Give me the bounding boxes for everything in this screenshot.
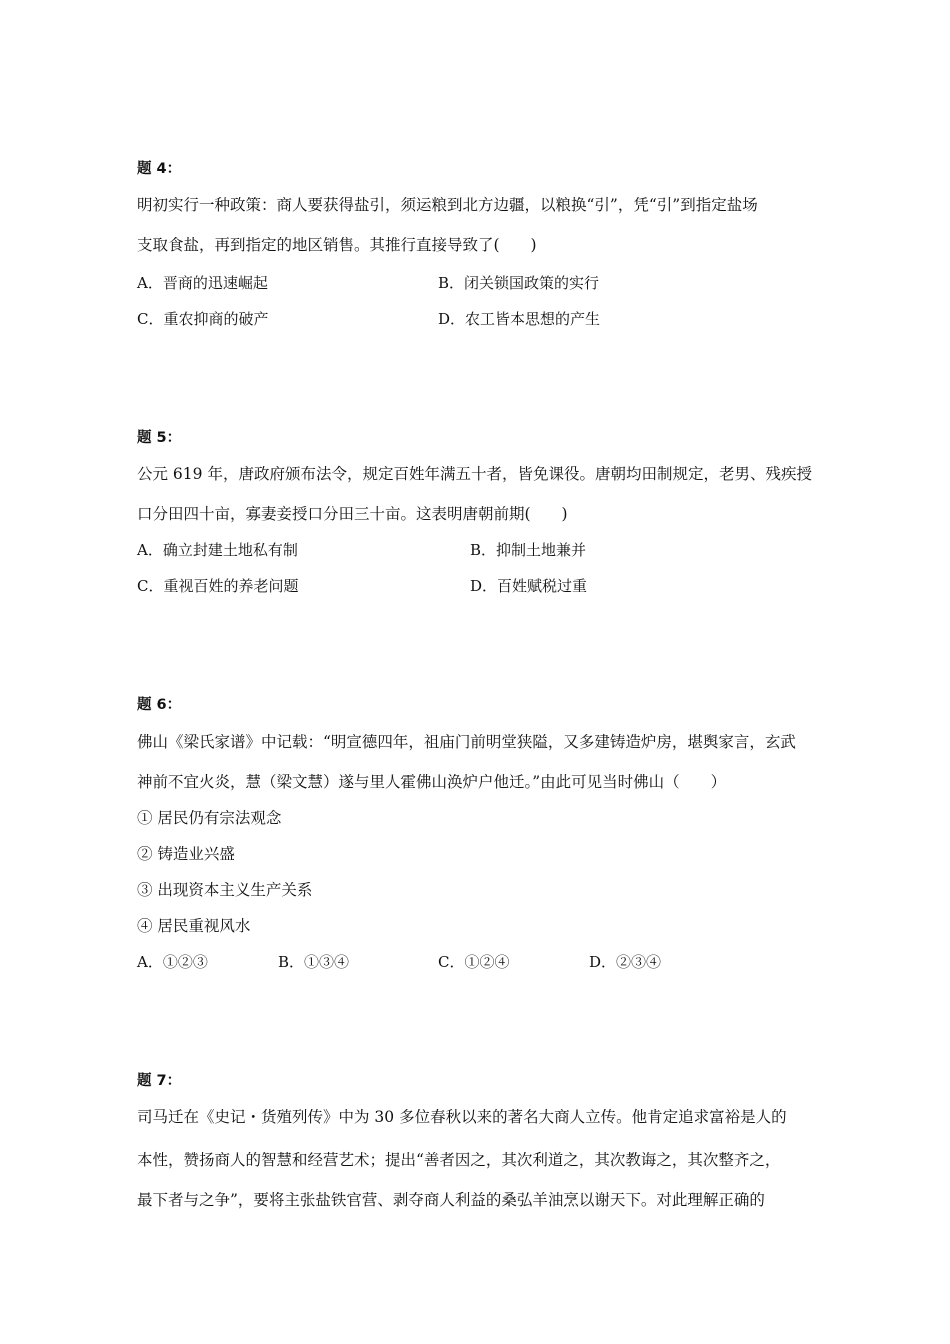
question-7-stem-line-2: 本性，赞扬商人的智慧和经营艺术；提出“善者因之，其次利道之，其次教诲之，其次整齐之，: [137, 1151, 781, 1169]
question-4-title: 题 4：: [137, 161, 182, 177]
question-6-statement-2: ② 铸造业兴盛: [137, 845, 235, 863]
question-4-option-b: B．闭关锁国政策的实行: [438, 274, 600, 292]
question-5-option-c: C．重视百姓的养老问题: [137, 577, 299, 595]
question-7-title: 题 7：: [137, 1073, 182, 1089]
question-5-option-b: B．抑制土地兼并: [470, 541, 587, 559]
question-7-stem-line-3: 最下者与之争”，要将主张盐铁官营、剥夺商人利益的桑弘羊油烹以谢天下。对此理解正确的: [137, 1191, 765, 1209]
question-6-option-c: C．①②④: [438, 953, 510, 971]
question-5-title: 题 5：: [137, 430, 182, 446]
question-5-stem-line-1: 公元 619 年，唐政府颁布法令，规定百姓年满五十者，皆免课役。唐朝均田制规定，老男、残疾授: [137, 465, 812, 483]
question-5-stem-line-2: 口分田四十亩，寡妻妾授口分田三十亩。这表明唐朝前期( ): [137, 505, 568, 523]
question-4-option-d: D．农工皆本思想的产生: [438, 310, 601, 328]
question-6-option-a: A．①②③: [137, 953, 208, 971]
question-6-statement-1: ① 居民仍有宗法观念: [137, 809, 282, 827]
question-6-stem-line-1: 佛山《梁氏家谱》中记载：“明宣德四年，祖庙门前明堂狭隘，又多建铸造炉房，堪舆家言，玄武: [137, 733, 796, 751]
question-6-option-d: D．②③④: [589, 953, 662, 971]
question-6-statement-3: ③ 出现资本主义生产关系: [137, 881, 313, 899]
question-6-title: 题 6：: [137, 697, 182, 713]
question-6-option-b: B．①③④: [278, 953, 350, 971]
question-4-stem-line-2: 支取食盐，再到指定的地区销售。其推行直接导致了( ): [137, 236, 537, 254]
question-7-stem-line-1: 司马迁在《史记・货殖列传》中为 30 多位春秋以来的著名大商人立传。他肯定追求富裕是人的: [137, 1108, 787, 1126]
question-6-statement-4: ④ 居民重视风水: [137, 917, 251, 935]
question-6-stem-line-2: 神前不宜火炎，慧（梁文慧）遂与里人霍佛山涣炉户他迁。”由此可见当时佛山（ ）: [137, 773, 727, 791]
question-4-option-c: C．重农抑商的破产: [137, 310, 269, 328]
question-4-option-a: A．晋商的迅速崛起: [137, 274, 268, 292]
question-5-option-d: D．百姓赋税过重: [470, 577, 588, 595]
question-4-stem-line-1: 明初实行一种政策：商人要获得盐引，须运粮到北方边疆，以粮换“引”，凭“引”到指定盐场: [137, 196, 758, 214]
question-5-option-a: A．确立封建土地私有制: [137, 541, 298, 559]
